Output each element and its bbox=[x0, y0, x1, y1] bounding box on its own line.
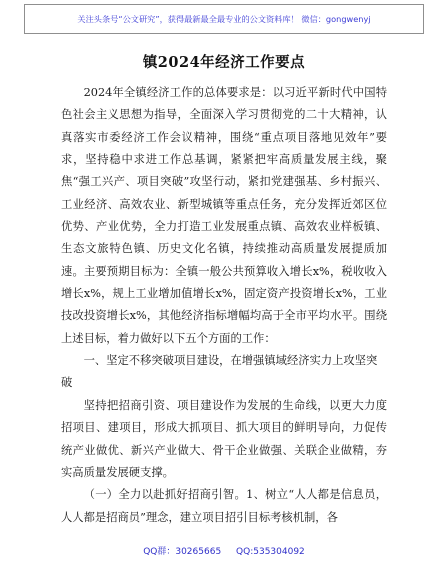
intro-paragraph: 2024年全镇经济工作的总体要求是：以习近平新时代中国特色社会主义思想为指导，全面深入学习贯彻党的二十大精神，认真落实市委经济工作会议精神，围绕“重点项目落地见效年”要求，坚持稳中求进工作总基调，紧紧把牢高质量发展主线，聚焦“强工兴产、项目突破”攻坚行动，紧扣党建强基、乡村振兴、工业经济、高效农业、新型城镇等重点任务，充分发挥近郊区位优势、产业优势，全力打造工业发展重点镇、高效农业样板镇、生态文旅特色镇、历史文化名镇，持续推动高质量发展提质加速。主要预期目标为：全镇一般公共预算收入增长x%，税收收入增长x%，规上工业增加值增长x%，固定资产投资增长x%，工业技改投资增长x%，其他经济指标增幅均高于全市平均水平。围绕上述目标，着力做好以下五个方面的工作： bbox=[61, 86, 387, 345]
promo-banner bbox=[24, 4, 424, 34]
document-title: 镇2024年经济工作要点 bbox=[142, 54, 306, 71]
subsection-paragraph: （一）全力以赴抓好招商引智。1、树立“人人都是信息员，人人都是招商员”理念，建立项目招引目标考核机制，各 bbox=[61, 488, 387, 524]
footer-qq: QQ:535304092 bbox=[236, 547, 305, 557]
page-footer bbox=[0, 544, 448, 557]
footer-qq-group: QQ群：30265665 bbox=[143, 547, 222, 557]
section-heading: 一、坚定不移突破项目建设，在增强镇域经济实力上攻坚突破 bbox=[61, 354, 378, 390]
section-paragraph: 坚持把招商引资、项目建设作为发展的生命线，以更大力度招项目、建项目，形成大抓项目、抓大项目的鲜明导向，力促传统产业做优、新兴产业做大、骨干企业做强、关联企业做精，夯实高质量发展硬支撑。 bbox=[61, 398, 387, 479]
promo-banner-text: 关注头条号“公文研究”，获得最新最全最专业的公文资料库！ 微信：gongwenyj bbox=[77, 13, 371, 24]
document-body bbox=[61, 82, 387, 529]
